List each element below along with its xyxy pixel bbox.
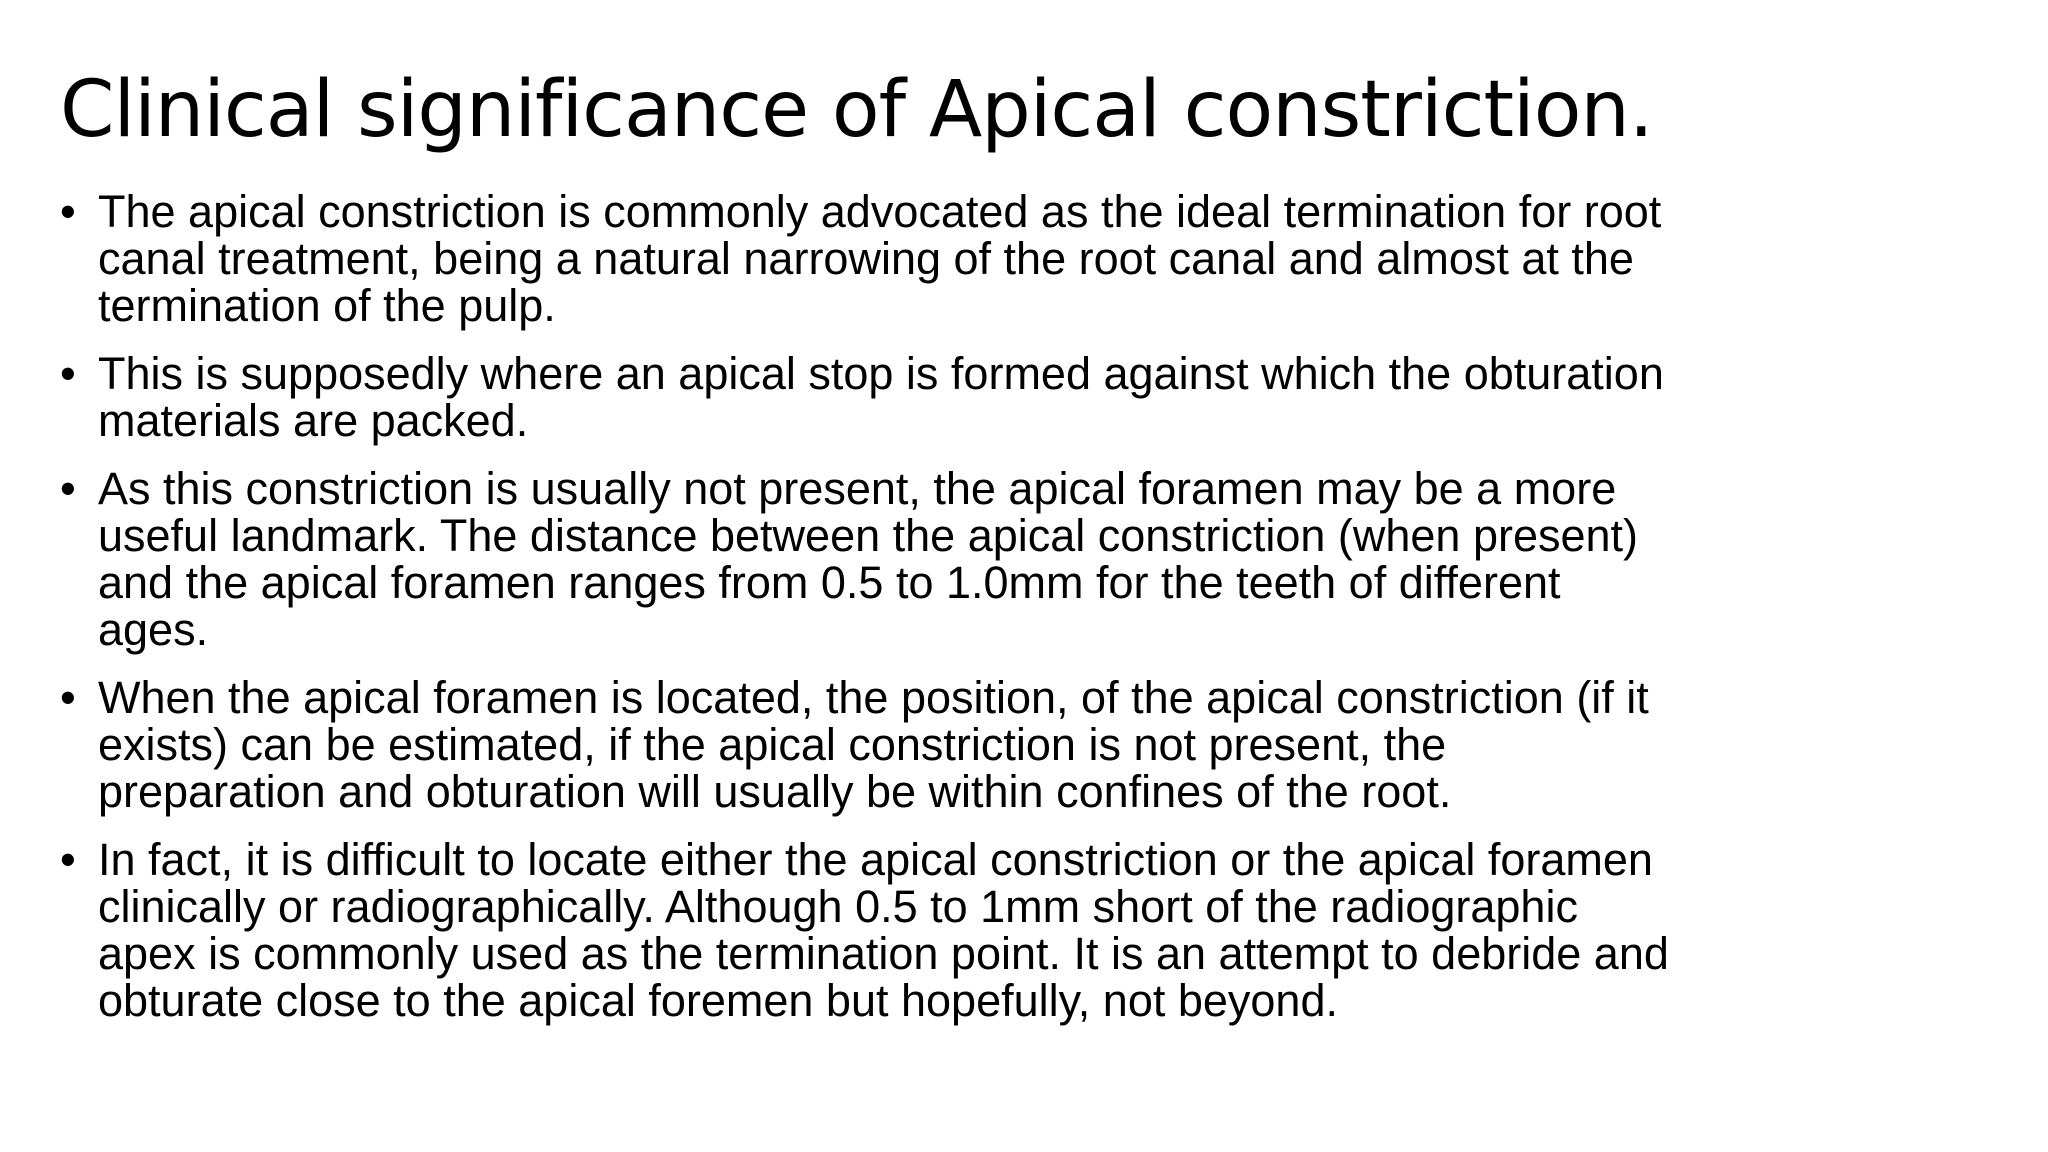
bullet-marker: • [60,186,76,237]
bullet-marker: • [60,834,76,885]
bullet-text-line: exists) can be estimated, if the apical constriction is not present, the [98,719,1447,770]
bullet-text-line: As this constriction is usually not present, the apical foramen may be a more [98,463,1617,514]
bullet-item-3 [60,465,1960,653]
bullet-text-line: When the apical foramen is located, the position, of the apical constriction (if it [98,672,1649,723]
slide-title: Clinical significance of Apical constriction. [60,65,1653,155]
bullet-text-line: This is supposedly where an apical stop is formed against which the obturation [98,348,1664,399]
bullet-text-line: termination of the pulp. [98,280,556,331]
bullet-marker: • [60,463,76,514]
bullet-marker: • [60,348,76,399]
bullet-text-line: The apical constriction is commonly advocated as the ideal termination for root [98,186,1662,237]
bullet-text-line: ages. [98,604,209,655]
bullet-text-line: clinically or radiographically. Although 0.5 to 1mm short of the radiographic [98,881,1578,932]
bullet-text-line: materials are packed. [98,395,529,446]
bullet-item-5 [60,836,1960,1024]
bullet-text-line: canal treatment, being a natural narrowing of the root canal and almost at the [98,233,1634,284]
bullet-item-4 [60,674,1960,815]
bullet-list [60,188,1960,1045]
bullet-marker: • [60,672,76,723]
bullet-text-line: useful landmark. The distance between the apical constriction (when present) [98,510,1639,561]
bullet-text-line: In fact, it is difficult to locate either the apical constriction or the apical foramen [98,834,1653,885]
bullet-text-line: apex is commonly used as the termination point. It is an attempt to debride and [98,928,1669,979]
bullet-text-line: and the apical foramen ranges from 0.5 to 1.0mm for the teeth of different [98,557,1561,608]
bullet-item-2 [60,350,1960,444]
bullet-text-line: preparation and obturation will usually be within confines of the root. [98,766,1452,817]
bullet-item-1 [60,188,1960,329]
bullet-text-line: obturate close to the apical foremen but hopefully, not beyond. [98,975,1338,1026]
